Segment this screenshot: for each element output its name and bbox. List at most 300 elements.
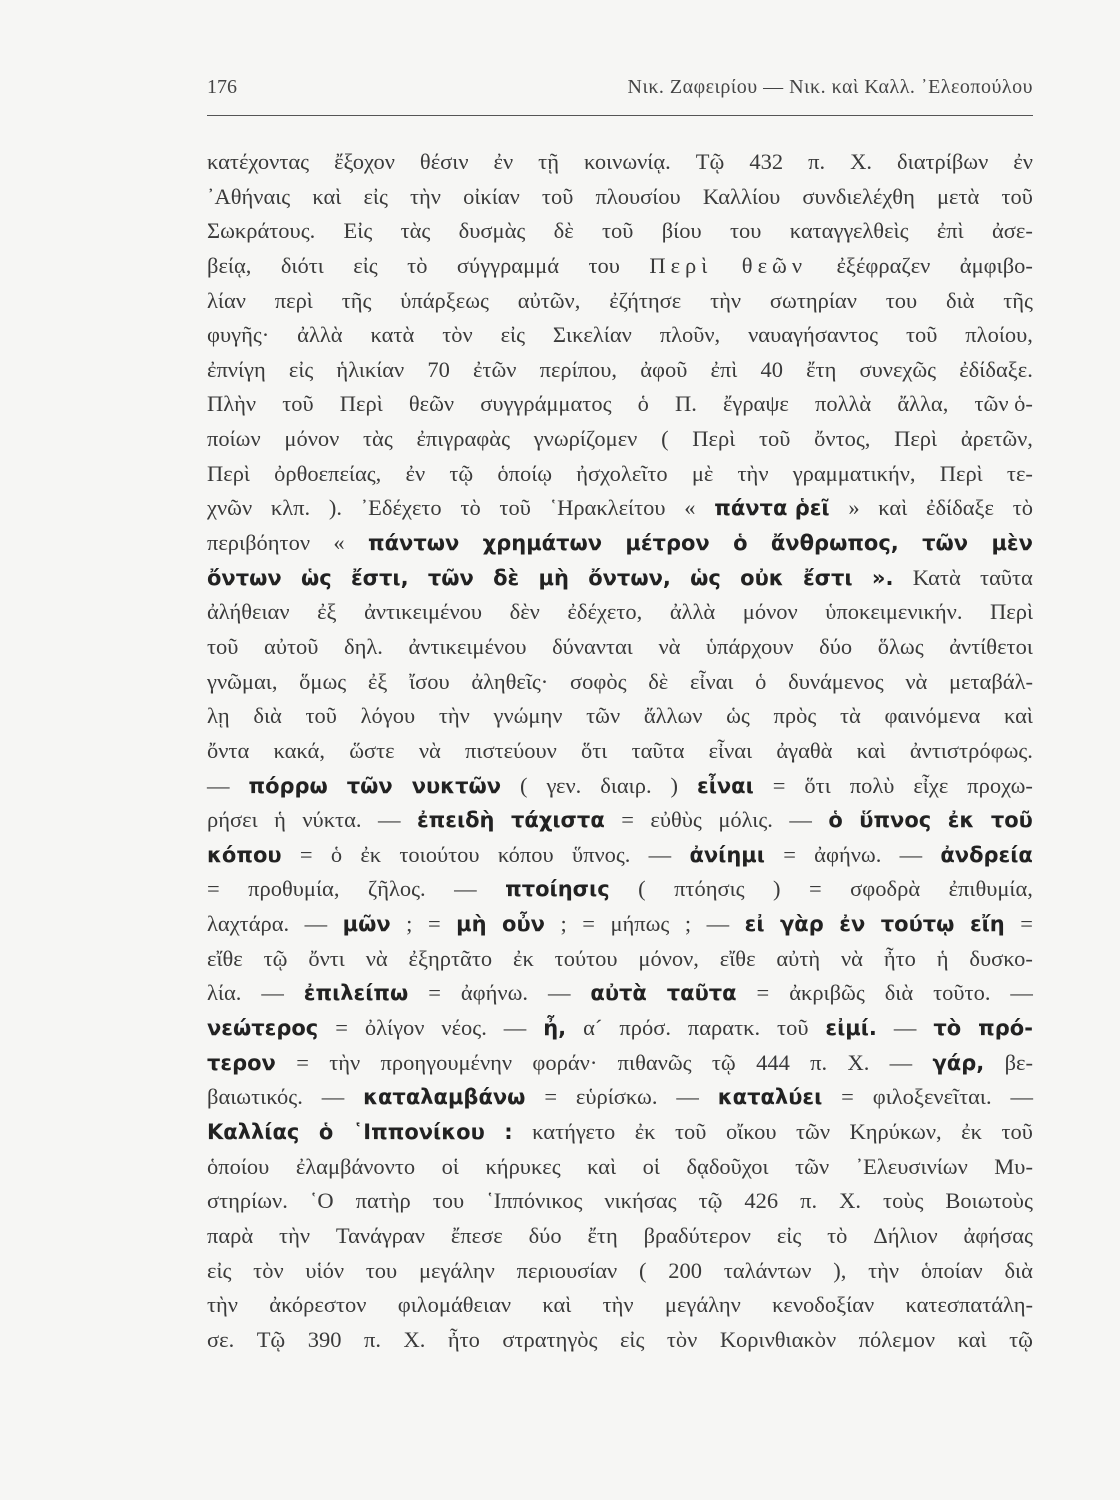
word: ταῦτα [631,737,685,763]
word: ἀφοῦ [640,356,688,382]
word: ᾿Ελευσινίων [855,1153,968,1179]
word: κοινωνίᾳ. [584,149,671,174]
word: ), [833,1257,847,1283]
word: Χ. [850,149,873,174]
bold-term: νεώτερος [207,1016,319,1041]
bold-term: γὰρ [780,912,824,937]
word: τῷ [698,1188,723,1214]
word: οἱ [642,1153,660,1179]
word: διατρίβων [897,149,989,174]
word: = [582,911,595,937]
word: μετὰ [936,183,980,209]
word: 426 [744,1188,779,1214]
page-number: 176 [207,76,237,98]
word: ὅμως [299,668,347,694]
word: οἴκου [725,1118,777,1144]
bold-term: τοῦ [990,808,1033,833]
word: Περὶ [649,252,713,278]
text-line [207,145,1033,180]
word: ᾿Εδέχετο [360,495,442,521]
word: θεῶν [741,252,808,278]
word: 40 [760,356,783,382]
word: ἀσε- [992,218,1033,244]
word: π. [363,1326,381,1352]
bold-term: πάντων [368,531,460,556]
word: Βοιωτοὺς [945,1188,1033,1214]
word: λίαν [207,287,246,313]
word: ἀμφιβο- [959,252,1033,278]
word: νέος. [441,1015,487,1041]
text-line [207,1323,1033,1358]
word: Δήλιον [873,1222,938,1248]
word: πλοῦν, [659,322,721,348]
word: εὑρίσκω. [575,1084,658,1110]
word: τοιούτου [399,841,480,867]
word: βε- [1004,1049,1033,1075]
bold-term: τάχιστα [511,808,605,833]
bold-term: μῶν [342,912,391,937]
word: δυνάμενος [788,668,884,694]
word: τὸ [827,1222,848,1248]
word: νὰ [905,668,928,694]
word: Π. [674,391,697,417]
word: τὸ [1012,495,1033,521]
word: Περὶ [692,426,736,452]
bold-term: Καλλίας [207,1119,300,1144]
word: μεταβάλ- [949,668,1033,694]
bold-term: τῶν [346,773,393,798]
word: τοῦ [905,322,938,348]
word: Τανάγραν [335,1222,425,1248]
word: φαινόμενα [884,703,981,729]
word: « [684,495,696,521]
word: = [428,980,441,1006]
word: ταλάντων [723,1257,812,1283]
text-line [207,734,1033,769]
word: ὅτι [804,772,831,798]
text-line [207,872,1033,907]
word: τοῦ [282,391,314,417]
word: ἐκ [360,841,382,867]
word: περιβόητον [207,530,311,556]
word: πατὴρ [355,1188,411,1214]
word: ἐκ [513,945,534,971]
bold-term: νυκτῶν [411,773,502,798]
word: διὰ [253,703,282,729]
word: δᾳδοῦχοι [686,1153,769,1179]
text-line [207,1150,1033,1185]
text-line [207,387,1033,422]
text-line [207,595,1033,630]
text-line [207,249,1033,284]
word: — [676,1084,699,1110]
word: βείᾳ, [207,252,252,278]
bold-term: εἶναι [697,773,754,798]
word: ἀντιστρόφως. [909,737,1033,763]
word: Τῷ [695,149,725,174]
text-line [207,180,1033,215]
word: πολὺ [849,772,895,798]
word: ῾Ιππόνικος [486,1188,583,1214]
word: τοῦ [758,426,791,452]
word: ἡ [274,807,286,833]
word: μεγάλην [418,1257,495,1283]
word: πόλεμον [858,1326,936,1352]
word: γνωρίζομεν [533,426,638,452]
word: ἀκριβῶς [789,980,865,1006]
word: οἰκίαν [463,183,520,209]
word: ρήσει [207,807,258,833]
word: Σωκράτους. [207,218,316,244]
word: γραμματικήν, [792,460,916,486]
bold-term: δὲ [493,565,520,590]
word: διαιρ. [600,772,652,798]
word: Κατὰ [912,564,961,590]
word: ἔπεσε [450,1222,503,1248]
word: φιλοξενεῖται. [872,1084,992,1110]
word: νύκτα. [302,807,362,833]
word: βραδύτερον [643,1222,751,1248]
word: ποίων [207,426,261,452]
word: σε. [207,1326,235,1352]
word: τὸν [442,322,473,348]
word: ἀφήσας [963,1222,1033,1248]
word: τοῦτο. [933,980,991,1006]
text-line [207,630,1033,665]
word: προθυμία, [248,876,340,902]
word: — [547,980,571,1006]
word: π. [800,1188,818,1214]
header-rule [207,115,1033,116]
word: κατεσπατάλη- [905,1292,1033,1318]
word: ). [328,495,342,521]
text-line [207,214,1033,249]
word: ὄντος, [814,426,871,452]
text-line [207,526,1033,561]
word: = [1020,911,1033,937]
word: — [789,807,812,833]
word: ἐδέχετο, [567,599,643,625]
word: Περὶ [339,391,383,417]
text-line [207,457,1033,492]
word: — [503,1015,527,1041]
word: ἀλλὰ [669,599,716,625]
word: υἱόν [305,1257,345,1283]
word: π. [810,1049,828,1075]
word: α´ [583,1015,603,1041]
word: πλουσίου [595,183,681,209]
word: πιστεύουν [465,737,557,763]
bold-term: εἴη [969,912,1005,937]
word: τούτου [554,945,618,971]
bold-term: ἐν [839,912,866,937]
bold-term: μὴ [538,565,569,590]
word: ὥστε [349,737,395,763]
bold-term: πρό- [978,1016,1033,1041]
word: εἴθε [719,945,756,971]
word: βίου [661,218,702,244]
word: φυγῆς· [207,322,270,348]
word: καὶ [587,1153,617,1179]
word: κλπ. [270,495,311,521]
word: = [299,841,313,867]
bold-term: τούτῳ [880,912,955,937]
word: περὶ [274,287,313,313]
word: Χ. [403,1326,426,1352]
word: ἐν [493,149,514,174]
word: φιλομάθειαν [397,1292,512,1318]
word: ναυαγήσαντος [748,322,879,348]
word: = [783,841,796,867]
word: = [772,772,786,798]
bold-term: ἀνίημι [689,842,765,867]
text-line [207,1219,1033,1254]
text-line [207,284,1033,319]
word: ἔτη [587,1222,618,1248]
word: ἄλλα, [897,391,949,417]
text-line [207,1288,1033,1323]
word: Περὶ [894,426,938,452]
word: τῶν [586,703,621,729]
text-line [207,769,1033,804]
text-line [207,1254,1033,1289]
word: δηλ. [344,633,383,659]
bold-term: ὡς [690,565,721,590]
text-line [207,838,1033,873]
bold-term: τερον [207,1050,276,1075]
word: — [454,876,477,902]
word: σφοδρὰ [850,876,921,902]
word: σοφὸς [569,668,627,694]
word: ἐδίδαξε [926,495,994,521]
word: κόπου [497,841,554,867]
bold-term: : [504,1119,513,1144]
word: συγγράμματος [480,391,612,417]
word: εἰς [619,1326,645,1352]
word: Μυ- [994,1153,1033,1179]
bold-term: ὁ [318,1119,334,1144]
word: ; [406,911,413,937]
word: ὁποίῳ [497,460,553,486]
word: ταῦτα [980,564,1033,590]
bold-term: μὴ [456,912,487,937]
word: τῷ [1009,1326,1033,1352]
word: ἐτῶν [472,356,517,382]
word: — [893,1015,917,1041]
word: ᾿Αθήναις [207,183,291,209]
word: — [1010,1084,1033,1110]
text-line [207,1046,1033,1081]
word: εἶναι [689,668,734,694]
word: πτόησις [674,876,745,902]
bold-term: οὐκ [740,565,784,590]
bold-term: τὸ [933,1016,962,1041]
text-line [207,353,1033,388]
text-line [207,665,1033,700]
word: νὰ [365,945,388,971]
word: Χ. [839,1188,862,1214]
word: εἴθε [207,945,243,971]
bold-term: ὄντων, [588,565,671,590]
word: του [365,1257,398,1283]
word: τὴν [602,1292,634,1318]
word: = [335,1015,348,1041]
running-head: Νικ. Ζαφειρίου — Νικ. καὶ Καλλ. ᾿Ελεοπούλου [627,76,1033,98]
word: τοῦ [1001,1118,1033,1144]
word: — [889,1049,913,1075]
word: φοράν· [532,1049,598,1075]
word: ἐξ [367,668,388,694]
bold-term: γάρ, [932,1050,985,1075]
word: ἀλήθειαν [207,599,290,625]
bold-term: τῶν [427,565,474,590]
word: περιουσίαν [516,1257,618,1283]
word: τὴν [737,460,769,486]
word: τὴν [279,1222,311,1248]
word: τῇ [538,149,559,174]
word: τὴν [438,703,470,729]
word: ἐδίδαξε. [959,356,1033,382]
text-line [207,1080,1033,1115]
word: δυσκο- [969,945,1033,971]
word: ἔξοχον [334,149,395,174]
word: κατήγετο [532,1118,616,1144]
word: ὁ [330,841,343,867]
bold-term: ἐκ [947,808,975,833]
word: ἐν [405,460,426,486]
word: ῾Ο [309,1188,334,1214]
word: κήρυκες [485,1153,561,1179]
word: τοῦ [305,703,337,729]
word: νικήσας [604,1188,677,1214]
word: ; [684,911,692,937]
word: κακά, [273,737,325,763]
word: θέσιν [419,149,469,174]
word: ἔγραψε [722,391,789,417]
word: τὸ [460,495,481,521]
word: μόνον, [638,945,699,971]
word: ὄντα [207,737,250,763]
word: μὲ [691,460,714,486]
word: ἀγαθὰ [776,737,833,763]
word: εἶχε [913,772,949,798]
word: Καλλίου [702,183,781,209]
word: ἔτη [806,356,837,382]
word: ( [638,1257,647,1283]
word: εἰς [288,356,314,382]
word: λῃ [207,703,230,729]
bold-term: πόρρω [248,773,328,798]
word: δυσμὰς [458,218,526,244]
word: ἀφήνω. [460,980,529,1006]
word: τῷ [449,460,474,486]
bold-term: οὖν [502,912,545,937]
word: πρόσ. [619,1015,671,1041]
word: διὰ [884,980,914,1006]
word: εἰς [500,322,525,348]
bold-term: καταλαμβάνω [363,1085,526,1110]
word: γνῶμαι, [207,668,278,694]
word: μόνον [284,426,340,452]
word: ἐν [1013,149,1033,174]
word: εἰς [207,1257,232,1283]
word: ἀντικειμένου [408,633,527,659]
word: — [207,772,230,798]
word: τὴν [410,183,441,209]
word: παρατκ. [687,1015,761,1041]
word: — [304,911,328,937]
word: τῶν [796,1118,831,1144]
word: προηγουμένην [380,1049,513,1075]
word: τῆς [341,287,372,313]
word: ἀκόρεστον [269,1292,367,1318]
word: = [756,980,770,1006]
text-line [207,907,1033,942]
word: ἦτο [883,945,916,971]
bold-term: ἄνθρωπος, [770,531,899,556]
word: Περὶ [207,460,250,486]
word: εἰς [353,252,378,278]
word: 70 [427,356,450,382]
word: — [899,841,923,867]
word: διὰ [1004,1257,1033,1283]
word: λαχτάρα. [207,911,290,937]
word: δύνανται [552,633,633,659]
word: Τῷ [256,1326,286,1352]
word: τοῦ [207,633,239,659]
word: δὲν [509,599,540,625]
word: — [377,807,401,833]
word: μεγάλην [664,1292,741,1318]
text-line [207,318,1033,353]
word: ἡ [936,945,949,971]
word: εἶναι [708,737,753,763]
word: Χ. [847,1049,870,1075]
text-line [207,422,1033,457]
word: ἐπνίγη [207,356,266,382]
word: νὰ [658,633,681,659]
word: δύο [819,633,853,659]
word: χνῶν [207,495,253,521]
word: 200 [668,1257,702,1283]
word: ὀρθοεπείας, [274,460,382,486]
word: τοῦ [777,1015,809,1041]
word: καὶ [878,495,908,521]
word: — [706,911,730,937]
word: σωτηρίαν [769,287,857,313]
word: = [296,1049,309,1075]
word: 432 [749,149,784,174]
bold-term: ἀνδρεία [940,842,1033,867]
word: τὰ [839,703,861,729]
word: ὀλίγον [364,1015,425,1041]
text-line [207,1115,1033,1150]
word: ἀντίθετοι [949,633,1033,659]
word: οἱ [441,1153,459,1179]
word: καὶ [856,737,886,763]
word: γνώμην [493,703,563,729]
page-header [207,76,1033,104]
word: — [321,1084,345,1110]
word: ἀλλὰ [297,322,343,348]
word: 390 [307,1326,342,1352]
text-line [207,976,1033,1011]
word: ἐξηρτᾶτο [408,945,493,971]
word: = [207,876,220,902]
word: κενοδοξίαν [772,1292,875,1318]
word: Πλὴν [207,391,257,417]
word: — [648,841,672,867]
